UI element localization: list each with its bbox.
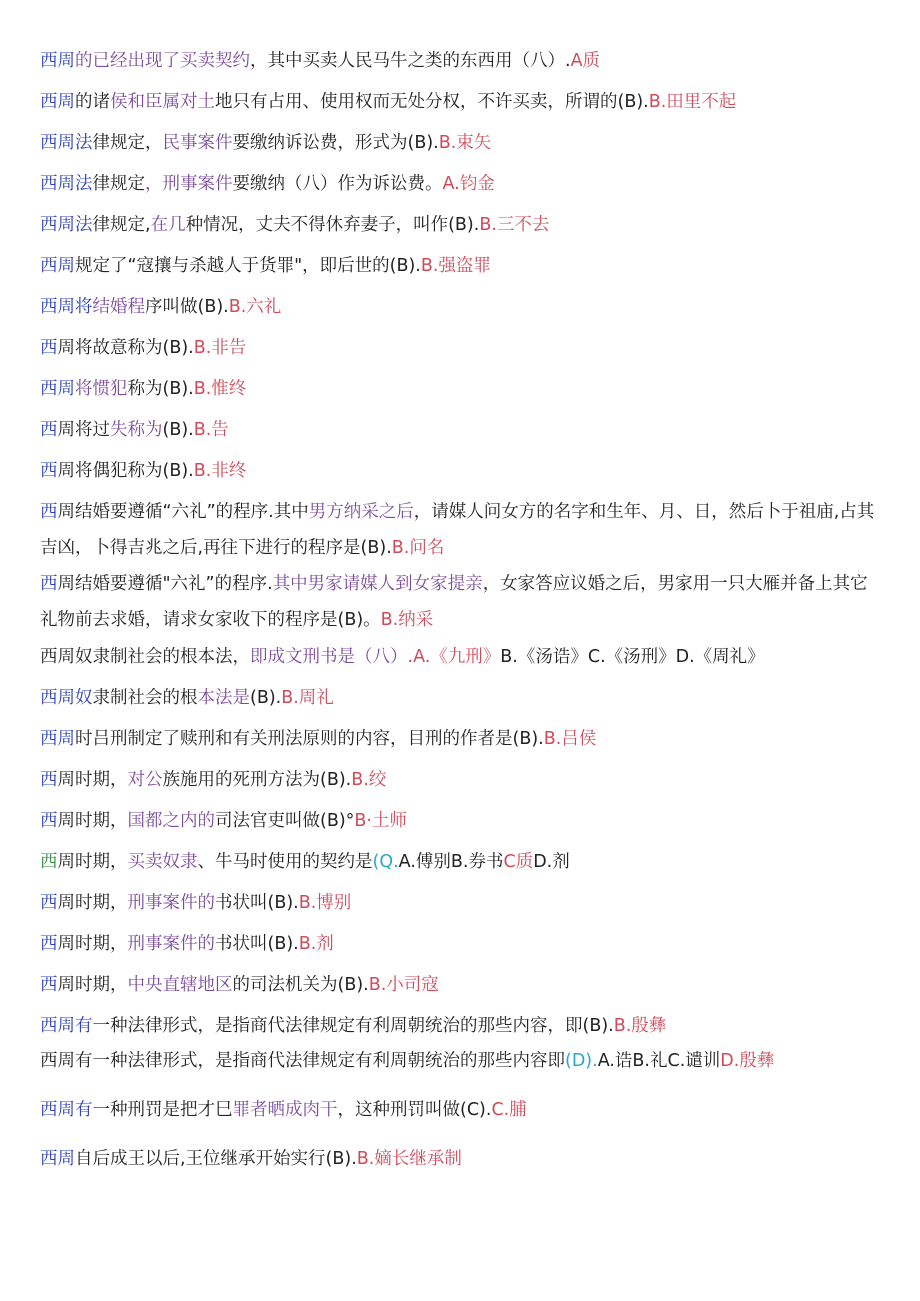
question-line: 西周时期，刑事案件的书状叫(B).B.剂 bbox=[40, 934, 334, 954]
question-line: 西周将过失称为(B).B.告 bbox=[40, 420, 229, 440]
answer-text: B.殷彝 bbox=[613, 1016, 667, 1036]
answer-text: B.田里不起 bbox=[648, 92, 737, 112]
question-line: 西周法律规定，民事案件要缴纳诉讼费，形式为(B).B.束矢 bbox=[40, 133, 492, 153]
question-line: 西周时期，中央直辖地区的司法机关为(B).B.小司寇 bbox=[40, 975, 439, 995]
question-line: 西周奴隶制社会的根本法，即成文刑书是（八）.A.《九刑》B.《汤诰》C.《汤刑》D.《周礼》 bbox=[40, 647, 765, 667]
question-line: 西周的已经出现了买卖契约，其中买卖人民马牛之类的东西用（八）.A质 bbox=[40, 51, 601, 71]
question-line: 西周将故意称为(B).B.非告 bbox=[40, 338, 247, 358]
answer-text: B.剂 bbox=[298, 934, 334, 954]
question-line: 西周时期，买卖奴隶、牛马时使用的契约是(Q.A.傅别B.券书C质D.剂 bbox=[40, 852, 570, 872]
answer-text: B.周礼 bbox=[281, 688, 334, 708]
answer-text: C质 bbox=[503, 852, 534, 872]
question-line: 西周时期，刑事案件的书状叫(B).B.博别 bbox=[40, 893, 352, 913]
answer-text: B.博别 bbox=[298, 893, 352, 913]
question-line: 西周自后成王以后,王位继承开始实行(B).B.嫡长继承制 bbox=[40, 1149, 462, 1169]
answer-text: B.绞 bbox=[351, 770, 387, 790]
question-line: 西周时期，对公族施用的死刑方法为(B).B.绞 bbox=[40, 770, 387, 790]
answer-text: B.告 bbox=[193, 420, 229, 440]
question-line: 西周法律规定，刑事案件要缴纳（八）作为诉讼费。A.钧金 bbox=[40, 174, 495, 194]
answer-text: B.强盗罪 bbox=[420, 256, 491, 276]
question-line: 西周有一种刑罚是把才巳罪者晒成肉干，这种刑罚叫做(C).C.脯 bbox=[40, 1100, 527, 1120]
answer-text: A质 bbox=[570, 51, 601, 71]
answer-text: B.问名 bbox=[391, 538, 445, 558]
question-line: 西周时吕刑制定了赎刑和有关刑法原则的内容，目刑的作者是(B).B.吕侯 bbox=[40, 729, 597, 749]
question-line: 西周法律规定,在几种情况，丈夫不得休弃妻子，叫作(B).B.三不去 bbox=[40, 215, 550, 235]
question-line: 西周奴隶制社会的根本法是(B).B.周礼 bbox=[40, 688, 334, 708]
question-line: 西周将偶犯称为(B).B.非终 bbox=[40, 461, 247, 481]
answer-text: A.钧金 bbox=[442, 174, 495, 194]
answer-text: D.殷彝 bbox=[720, 1051, 775, 1071]
answer-text: B.纳采 bbox=[380, 610, 434, 630]
question-line: 西周有一种法律形式，是指商代法律规定有利周朝统治的那些内容即(D).A.诰B.礼C.谴训D.殷彝 bbox=[40, 1051, 775, 1071]
question-line: 西周将结婚程序叫做(B).B.六礼 bbox=[40, 297, 282, 317]
answer-text: B.非终 bbox=[193, 461, 247, 481]
answer-text: B.吕侯 bbox=[543, 729, 597, 749]
question-line: 西周时期，国都之内的司法官吏叫做(B)°B·土师 bbox=[40, 811, 407, 831]
answer-text: B.六礼 bbox=[228, 297, 282, 317]
answer-text: B.小司寇 bbox=[368, 975, 439, 995]
answer-text: B.嫡长继承制 bbox=[356, 1149, 462, 1169]
question-line: 西周结婚要遵循“六礼”的程序.其中男方纳采之后，请媒人问女方的名字和生年、月、日，然后卜于祖庙,占其吉凶，卜得吉兆之后,再往下进行的程序是(B).B.问名 bbox=[40, 502, 875, 558]
answer-text: B.束矢 bbox=[438, 133, 492, 153]
answer-text: B·土师 bbox=[354, 811, 407, 831]
answer-text: B.三不去 bbox=[479, 215, 550, 235]
answer-text: A.《九刑》 bbox=[413, 647, 501, 667]
question-line: 西周有一种法律形式，是指商代法律规定有利周朝统治的那些内容，即(B).B.殷彝 bbox=[40, 1016, 667, 1036]
question-line: 西周结婚要遵循"六礼”的程序.其中男家请媒人到女家提亲，女家答应议婚之后，男家用一只大雁并备上其它礼物前去求婚，请求女家收下的程序是(B)。B.纳采 bbox=[40, 574, 868, 630]
answer-text: B.惟终 bbox=[193, 379, 247, 399]
question-line: 西周的诸侯和臣属对土地只有占用、使用权而无处分权，不许买卖，所谓的(B).B.田里不起 bbox=[40, 92, 737, 112]
question-line: 西周将惯犯称为(B).B.惟终 bbox=[40, 379, 247, 399]
answer-text: B.非告 bbox=[193, 338, 247, 358]
question-line: 西周规定了“寇攘与杀越人于货罪"，即后世的(B).B.强盗罪 bbox=[40, 256, 491, 276]
answer-text: C.脯 bbox=[491, 1100, 527, 1120]
